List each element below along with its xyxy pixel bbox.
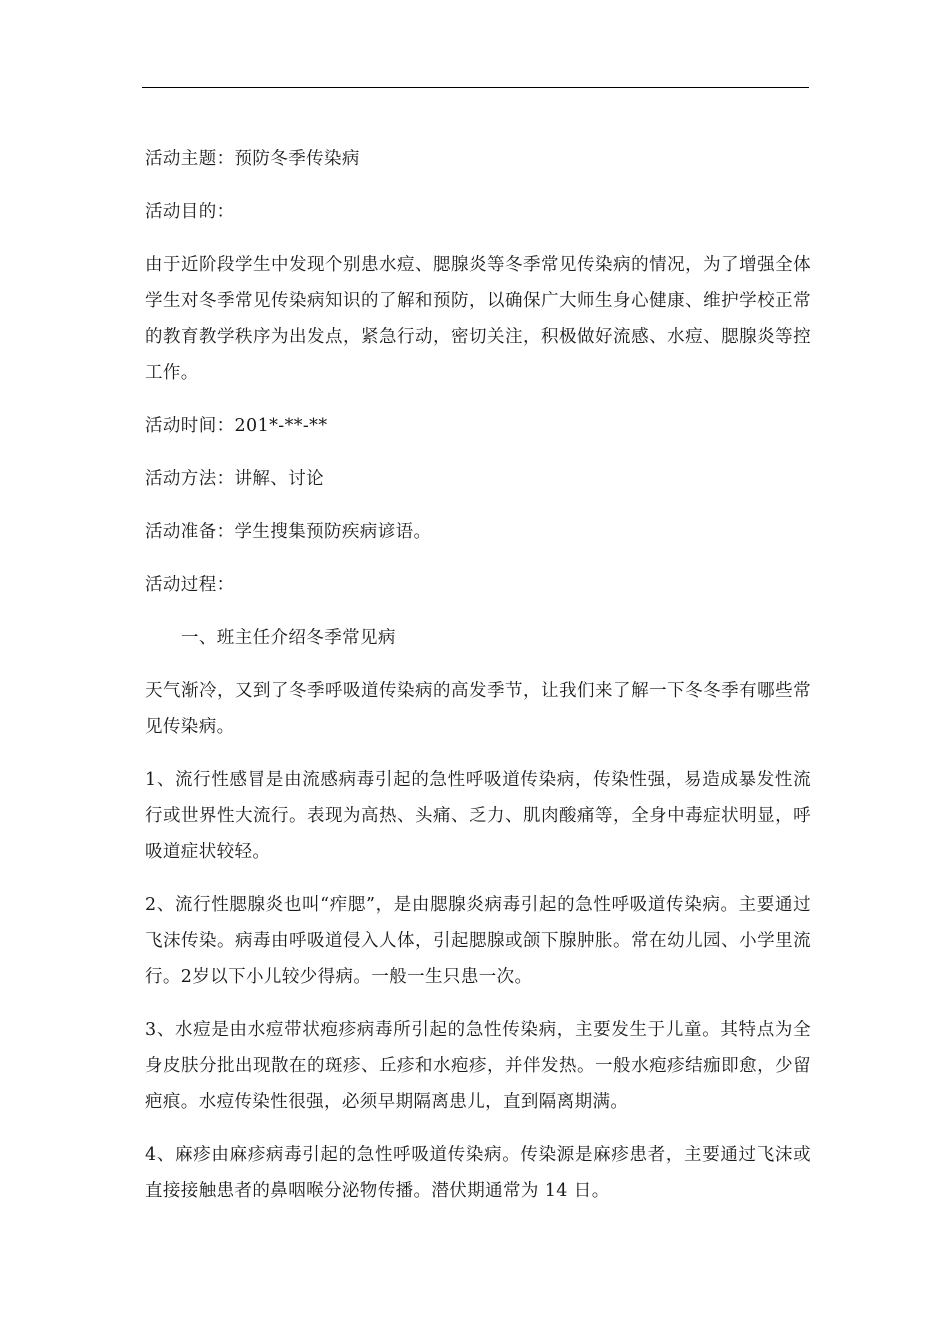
- activity-preparation: 活动准备：学生搜集预防疾病谚语。: [145, 522, 432, 542]
- activity-method: 活动方法：讲解、讨论: [145, 469, 324, 489]
- list-item: 4、麻疹由麻疹病毒引起的急性呼吸道传染病。传染源是麻疹患者，主要通过飞沫或直接接触患者的鼻咽喉分泌物传播。潜伏期通常为 14 日。: [145, 1145, 811, 1201]
- activity-theme: 活动主题：预防冬季传染病: [145, 149, 360, 169]
- header-rule: [142, 87, 809, 88]
- list-item: 2、流行性腮腺炎也叫“痄腮”，是由腮腺炎病毒引起的急性呼吸道传染病。主要通过飞沫传染。病毒由呼吸道侵入人体，引起腮腺或颌下腺肿胀。常在幼儿园、小学里流行。2岁以下小儿较少得病。一般一生只患一次。: [145, 895, 811, 987]
- activity-process-label: 活动过程：: [145, 575, 235, 595]
- activity-time: 活动时间：201*-**-**: [145, 416, 328, 436]
- intro-paragraph: 天气渐冷，又到了冬季呼吸道传染病的高发季节，让我们来了解一下冬冬季有哪些常见传染病。: [145, 681, 811, 737]
- section-heading: 一、班主任介绍冬季常见病: [181, 628, 396, 648]
- document-body: [145, 141, 811, 1226]
- activity-purpose-label: 活动目的：: [145, 202, 235, 222]
- list-item: 1、流行性感冒是由流感病毒引起的急性呼吸道传染病，传染性强，易造成暴发性流行或世界性大流行。表现为高热、头痛、乏力、肌肉酸痛等，全身中毒症状明显，呼吸道症状较轻。: [145, 770, 811, 862]
- activity-purpose-text: 由于近阶段学生中发现个别患水痘、腮腺炎等冬季常见传染病的情况，为了增强全体学生对冬季常见传染病知识的了解和预防，以确保广大师生身心健康、维护学校正常的教育教学秩序为出发点，紧急行动，密切关注，积极做好流感、水痘、腮腺炎等控工作。: [145, 255, 811, 383]
- list-item: 3、水痘是由水痘带状疱疹病毒所引起的急性传染病，主要发生于儿童。其特点为全身皮肤分批出现散在的斑疹、丘疹和水疱疹，并伴发热。一般水疱疹结痂即愈，少留疤痕。水痘传染性很强，必须早期隔离患儿，直到隔离期满。: [145, 1020, 811, 1112]
